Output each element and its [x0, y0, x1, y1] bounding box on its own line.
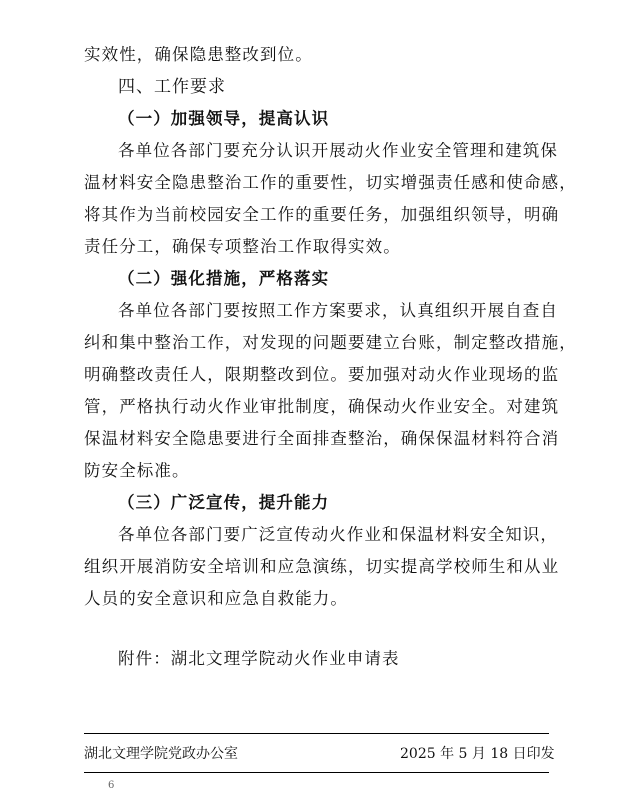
paragraph-line: 纠和集中整治工作，对发现的问题要建立台账，制定整改措施， [84, 333, 577, 352]
paragraph-line: 责任分工，确保专项整治工作取得实效。 [84, 237, 401, 256]
section-heading-4: 四、工作要求 [118, 77, 226, 97]
paragraph-line: 实效性，确保隐患整改到位。 [84, 45, 313, 64]
paragraph-line: 各单位各部门要广泛宣传动火作业和保温材料安全知识， [118, 525, 558, 544]
paragraph-line: 组织开展消防安全培训和应急演练，切实提高学校师生和从业 [84, 557, 560, 576]
subheading-3: （三）广泛宣传，提升能力 [118, 493, 330, 512]
paragraph-line: 管，严格执行动火作业审批制度，确保动火作业安全。对建筑 [84, 397, 560, 416]
issuing-office: 湖北文理学院党政办公室 [84, 746, 238, 762]
issue-date: 2025 年 5 月 18 日印发 [400, 746, 555, 762]
paragraph-line: 明确整改责任人，限期整改到位。要加强对动火作业现场的监 [84, 365, 560, 384]
paragraph-line: 人员的安全意识和应急自救能力。 [84, 589, 348, 608]
paragraph-line: 各单位各部门要按照工作方案要求，认真组织开展自查自 [118, 301, 558, 320]
paragraph-line: 温材料安全隐患整治工作的重要性，切实增强责任感和使命感， [84, 173, 577, 192]
footer-bottom-rule [84, 772, 549, 773]
paragraph-line: 保温材料安全隐患要进行全面排查整治，确保保温材料符合消 [84, 429, 560, 448]
subheading-2: （二）强化措施，严格落实 [118, 269, 330, 288]
footer-top-rule [84, 733, 549, 734]
subheading-1: （一）加强领导，提高认识 [118, 109, 330, 128]
paragraph-line: 各单位各部门要充分认识开展动火作业安全管理和建筑保 [118, 141, 558, 160]
paragraph-line: 将其作为当前校园安全工作的重要任务，加强组织领导，明确 [84, 205, 560, 224]
paragraph-line: 防安全标准。 [84, 461, 190, 480]
attachment-note: 附件：湖北文理学院动火作业申请表 [118, 649, 400, 668]
page-number: 6 [108, 780, 115, 791]
